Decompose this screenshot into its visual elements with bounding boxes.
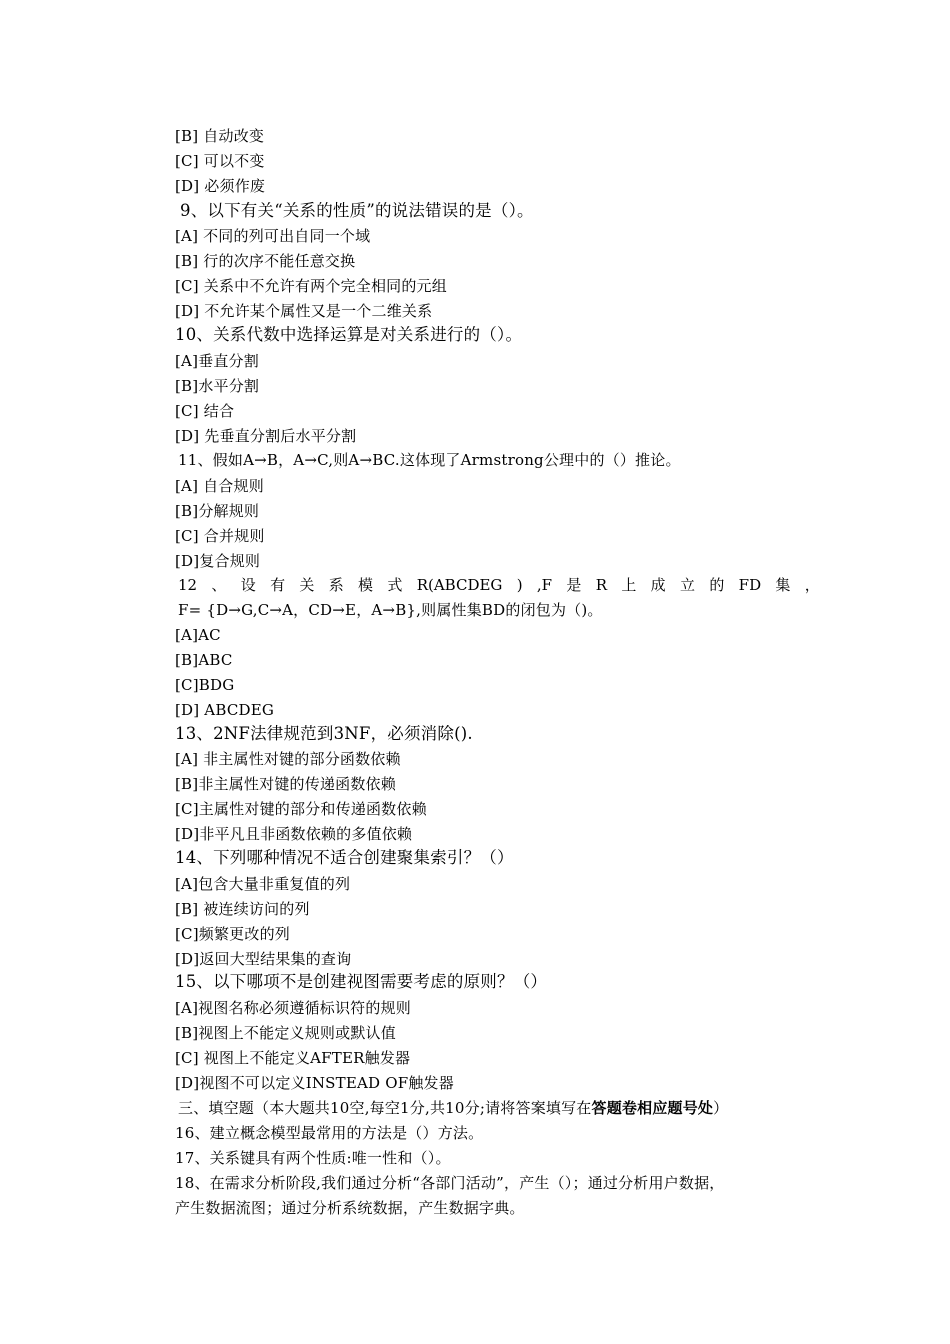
option-8b: [B] 自动改变 xyxy=(175,127,265,145)
question-13: 13、2NF法律规范到3NF，必须消除(). xyxy=(175,724,473,743)
question-9: 9、以下有关“关系的性质”的说法错误的是（）。 xyxy=(180,201,534,220)
option-11a: [A] 自合规则 xyxy=(175,477,264,495)
option-11b: [B]分解规则 xyxy=(175,502,260,520)
option-14c: [C]频繁更改的列 xyxy=(175,925,290,943)
option-10a: [A]垂直分割 xyxy=(175,352,259,370)
q12-token: 模 xyxy=(358,576,374,594)
option-15d: [D]视图不可以定义INSTEAD OF触发器 xyxy=(175,1074,454,1092)
q12-token: ) xyxy=(516,576,523,594)
question-10: 10、关系代数中选择运算是对关系进行的（）。 xyxy=(175,325,523,344)
q12-token: 集 xyxy=(775,576,791,594)
question-15: 15、以下哪项不是创建视图需要考虑的原则？（） xyxy=(175,972,548,991)
option-11c: [C] 合并规则 xyxy=(175,527,265,545)
q12-token: FD xyxy=(738,576,762,594)
option-13a: [A] 非主属性对键的部分函数依赖 xyxy=(175,750,401,768)
question-18-line1: 18、在需求分析阶段,我们通过分析“各部门活动”，产生（）；通过分析用户数据， xyxy=(175,1174,725,1192)
q12-token: 式 xyxy=(387,576,403,594)
option-14d: [D]返回大型结果集的查询 xyxy=(175,950,352,968)
question-12-line1 xyxy=(178,575,820,595)
q12-token: R(ABCDEG xyxy=(416,576,503,594)
question-12-line2: F= {D→G,C→A，CD→E，A→B},则属性集BD的闭包为（)。 xyxy=(178,601,603,619)
section-heading-bold: 答题卷相应题号处 xyxy=(591,1099,714,1117)
option-9c: [C] 关系中不允许有两个完全相同的元组 xyxy=(175,277,447,295)
option-15b: [B]视图上不能定义规则或默认值 xyxy=(175,1024,396,1042)
option-9b: [B] 行的次序不能任意交换 xyxy=(175,252,356,270)
option-15a: [A]视图名称必须遵循标识符的规则 xyxy=(175,999,411,1017)
q12-token: 成 xyxy=(650,576,666,594)
q12-token: 设 xyxy=(240,576,256,594)
option-10b: [B]水平分割 xyxy=(175,377,260,395)
option-8d: [D] 必须作废 xyxy=(175,177,266,195)
q12-token: R xyxy=(595,576,608,594)
q12-token: 关 xyxy=(299,576,315,594)
option-14b: [B] 被连续访问的列 xyxy=(175,900,310,918)
q12-token: 、 xyxy=(211,576,227,594)
q12-token: 的 xyxy=(709,576,725,594)
q12-token: 立 xyxy=(680,576,696,594)
q12-token: 系 xyxy=(328,576,344,594)
section-heading-prefix: 三、填空题（本大题共10空,每空1分,共10分;请将答案填写在 xyxy=(178,1099,592,1117)
option-13c: [C]主属性对键的部分和传递函数依赖 xyxy=(175,800,427,818)
option-10d: [D] 先垂直分割后水平分割 xyxy=(175,427,357,445)
option-10c: [C] 结合 xyxy=(175,402,235,420)
option-9d: [D] 不允许某个属性又是一个二维关系 xyxy=(175,302,433,320)
option-12d: [D] ABCDEG xyxy=(175,701,275,719)
question-16: 16、建立概念模型最常用的方法是（）方法。 xyxy=(175,1124,484,1142)
q12-token: 有 xyxy=(270,576,286,594)
option-8c: [C] 可以不变 xyxy=(175,152,265,170)
option-12c: [C]BDG xyxy=(175,676,235,694)
question-14: 14、下列哪种情况不适合创建聚集索引？（） xyxy=(175,848,514,867)
option-13b: [B]非主属性对键的传递函数依赖 xyxy=(175,775,396,793)
q12-token: 上 xyxy=(621,576,637,594)
option-11d: [D]复合规则 xyxy=(175,552,261,570)
question-17: 17、关系键具有两个性质:唯一性和（）。 xyxy=(175,1149,451,1167)
section-heading-suffix: ） xyxy=(713,1099,729,1117)
q12-token: ,F xyxy=(536,576,553,594)
q12-token: ， xyxy=(804,576,820,594)
option-13d: [D]非平凡且非函数依赖的多值依赖 xyxy=(175,825,413,843)
option-15c: [C] 视图上不能定义AFTER触发器 xyxy=(175,1049,411,1067)
option-14a: [A]包含大量非重复值的列 xyxy=(175,875,351,893)
q12-token: 12 xyxy=(178,576,198,594)
option-12a: [A]AC xyxy=(175,626,221,644)
question-18-line2: 产生数据流图；通过分析系统数据，产生数据字典。 xyxy=(175,1199,525,1217)
q12-token: 是 xyxy=(566,576,582,594)
question-11: 11、假如A→B，A→C,则A→BC.这体现了Armstrong公理中的（）推论。 xyxy=(178,451,681,469)
option-9a: [A] 不同的列可出自同一个域 xyxy=(175,227,371,245)
section-fill-in-heading xyxy=(178,1098,728,1118)
option-12b: [B]ABC xyxy=(175,651,233,669)
